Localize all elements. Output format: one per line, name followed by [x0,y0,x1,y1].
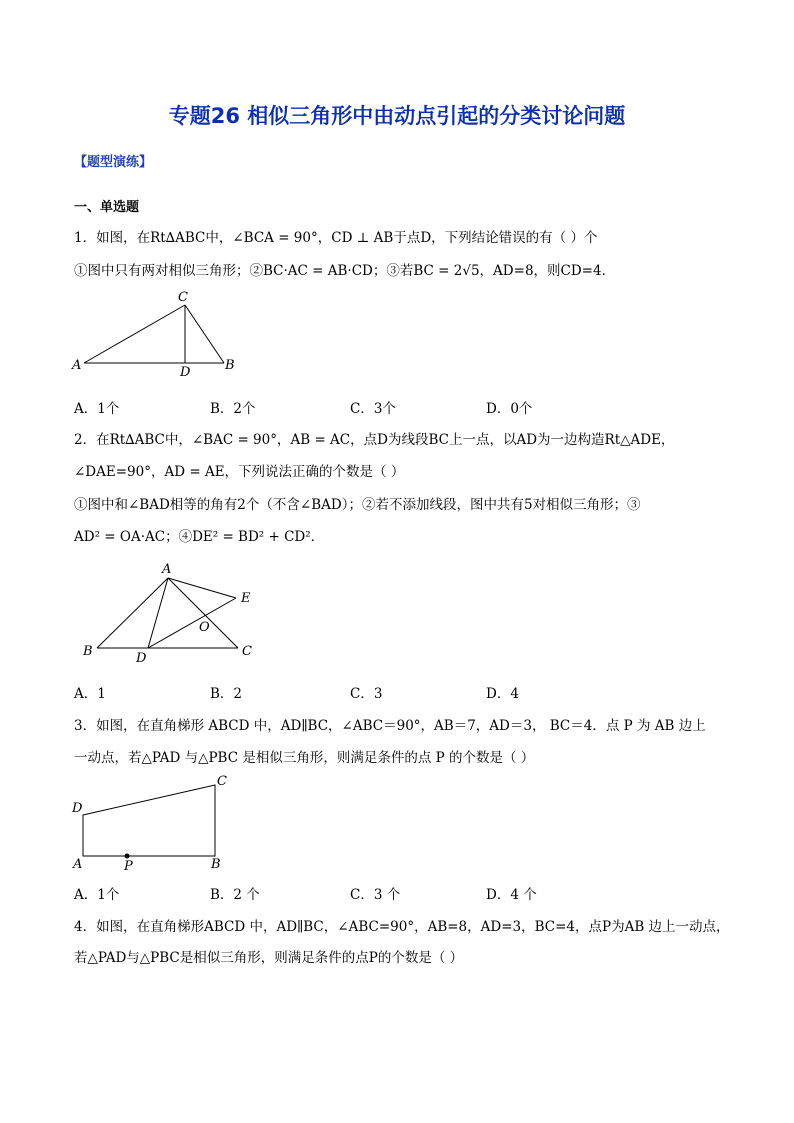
q3-label-p: P [124,859,133,874]
q2-stem-line-2: ∠DAE=90°，AD = AE，下列说法正确的个数是（ ） [74,464,405,480]
q2-label-a: A [162,562,172,577]
q4-stem-line-2: 若△PAD与△PBC是相似三角形，则满足条件的点P的个数是（ ） [74,950,464,966]
q1-label-b: B [225,358,235,373]
q1-label-a: A [72,358,82,373]
q3-label-b: B [211,857,221,872]
q1-option-b: B．2个 [210,401,256,417]
q3-option-b: B．2 个 [210,887,260,903]
q1-stem-line-2: ①图中只有两对相似三角形；②BC·AC = AB·CD；③若BC = 2√5，AD=8，则CD=4． [74,263,616,279]
q3-label-a: A [73,857,83,872]
q2-label-o: O [199,620,210,635]
q2-stem-line-1: 2．在Rt∆ABC中，∠BAC = 90°，AB = AC，点D为线段BC上一点，以AD为一边构造Rt△ADE， [74,432,675,448]
q1-option-d: D．0个 [486,401,533,417]
q3-option-d: D．4 个 [486,887,537,903]
q3-option-c: C．3 个 [350,887,401,903]
q2-label-e: E [241,591,251,606]
section-tag: 【题型演练】 [74,155,153,170]
q3-point-p [125,854,130,859]
q1-stem-line-1: 1．如图，在Rt∆ABC中，∠BCA = 90°，CD ⊥ AB于点D，下列结论错误的有（ ）个 [74,230,598,246]
q1-option-c: C．3个 [350,401,396,417]
q2-option-b: B．2 [210,686,243,702]
q3-option-a: A．1个 [74,887,120,903]
q3-stem-line-1: 3．如图，在直角梯形 ABCD 中，AD∥BC，∠ABC＝90°，AB＝7，AD＝3， BC＝4．点 P 为 AB 边上 [74,718,706,734]
q2-stem-line-4: AD² = OA·AC；④DE² = BD² + CD²． [74,529,325,545]
q3-label-c: C [217,774,227,789]
q2-option-c: C．3 [350,686,383,702]
q2-option-a: A．1 [74,686,106,702]
q2-stem-line-3: ①图中和∠BAD相等的角有2个（不含∠BAD）；②若不添加线段，图中共有5对相似三角形；③ [74,497,641,513]
q3-stem-line-2: 一动点，若△PAD 与△PBC 是相似三角形，则满足条件的点 P 的个数是（ ） [74,750,535,766]
q3-label-d: D [72,801,83,816]
q3-trapezoid [83,785,215,856]
q2-label-d: D [136,651,147,666]
q2-option-d: D．4 [486,686,519,702]
q2-label-b: B [83,644,93,659]
q1-label-d: D [180,365,191,380]
page-title: 专题26 相似三角形中由动点引起的分类讨论问题 [168,104,626,128]
part-heading: 一、单选题 [74,200,140,215]
q2-label-c: C [242,644,252,659]
q1-label-c: C [178,290,188,305]
q4-stem-line-1: 4．如图，在直角梯形ABCD 中，AD∥BC，∠ABC=90°，AB=8，AD=3，BC=4，点P为AB 边上一动点， [74,919,730,935]
q1-option-a: A．1个 [74,401,120,417]
